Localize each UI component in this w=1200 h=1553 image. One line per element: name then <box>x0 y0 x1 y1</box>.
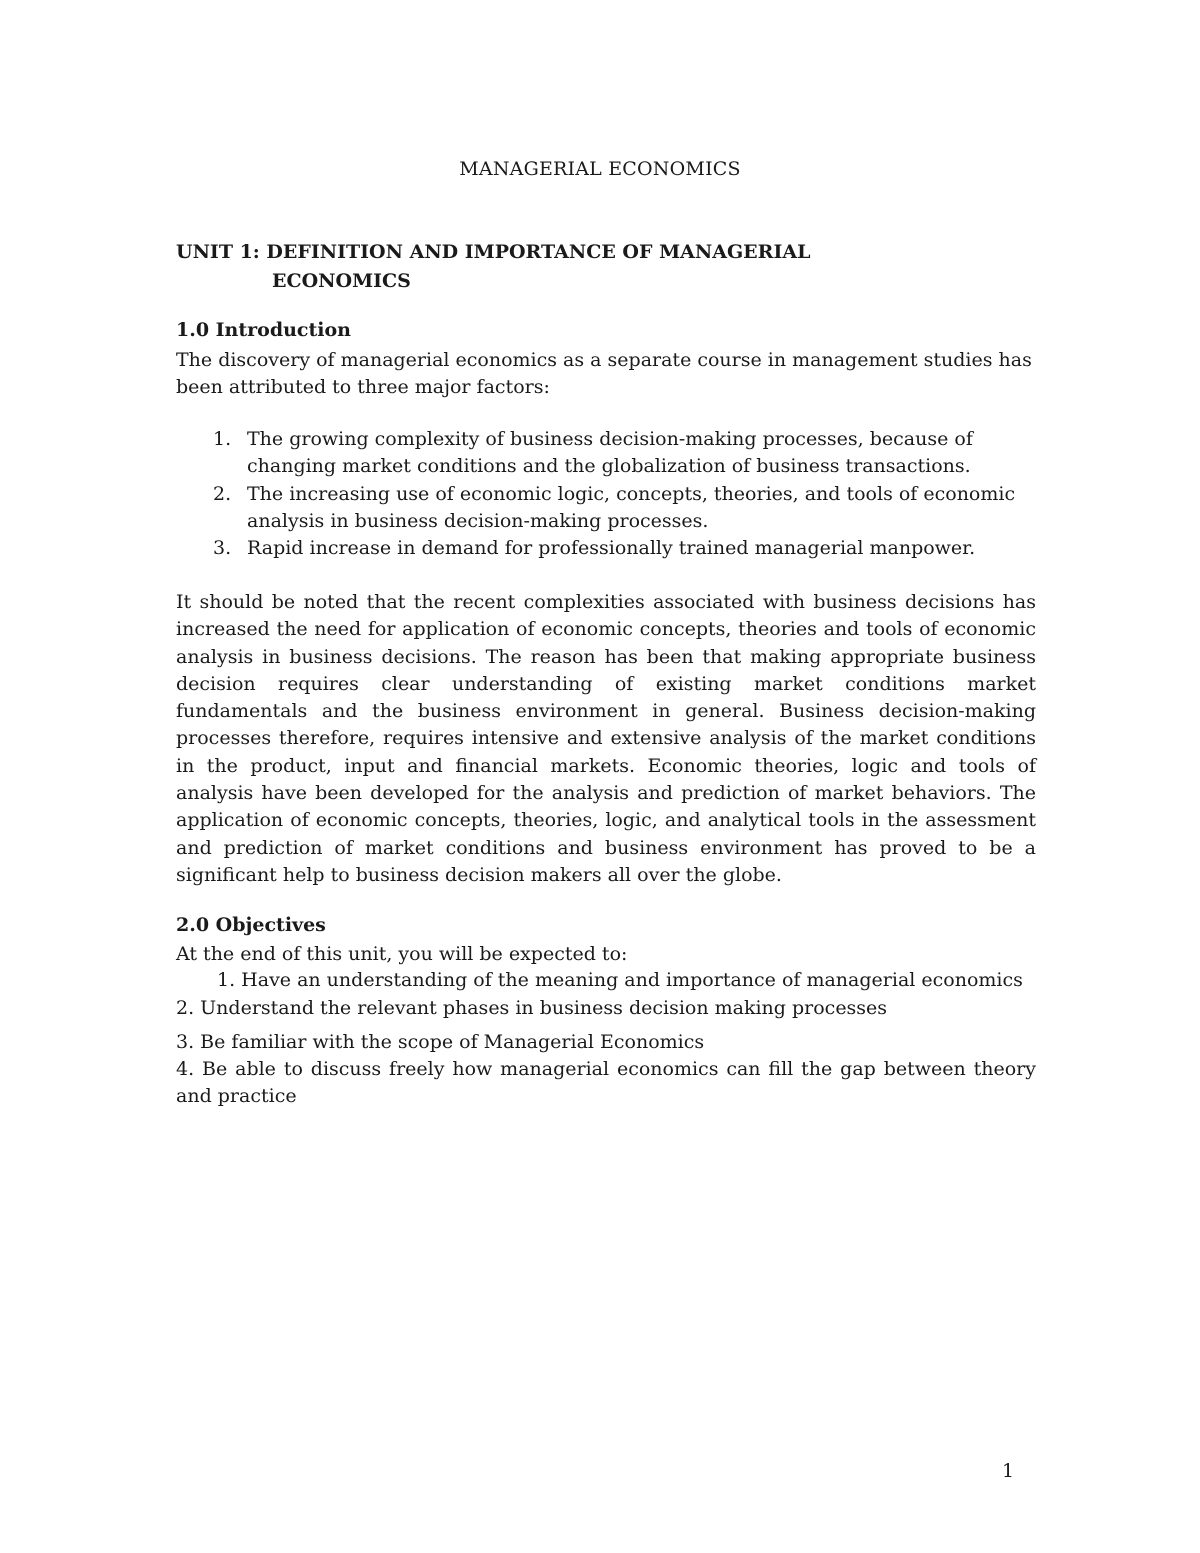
list-item <box>176 426 1036 481</box>
list-item-number: 2. <box>213 482 232 505</box>
introduction-body-paragraph: It should be noted that the recent complexities associated with business decisions has increased the need for application of economic concepts, theories and tools of economic analysis in business decisions. The reason has been that making appropriate business decision requires clear understanding of existing market conditions market fundamentals and the business environment in general. Business decision-making processes therefore, requires intensive and extensive analysis of the market conditions in the product, input and financial markets. Economic theories, logic and tools of analysis have been developed for the analysis and prediction of market behaviors. The application of economic concepts, theories, logic, and analytical tools in the assessment and prediction of market conditions and business environment has proved to be a significant help to business decision makers all over the globe. <box>176 591 1036 886</box>
unit-heading <box>176 238 1036 296</box>
list-item-text: The increasing use of economic logic, concepts, theories, and tools of economic analysis in business decision-making processes. <box>247 482 1016 532</box>
page-number: 1 <box>1002 1460 1015 1482</box>
unit-heading-line2: ECONOMICS <box>272 270 411 292</box>
objective-item: 3. Be familiar with the scope of Managerial Economics <box>176 1031 705 1053</box>
list-item-number: 1. <box>213 428 232 450</box>
list-item <box>176 481 1036 536</box>
objectives-lead: At the end of this unit, you will be expected to: <box>176 943 628 965</box>
unit-heading-line1: UNIT 1: DEFINITION AND IMPORTANCE OF MANAGERIAL <box>176 241 811 263</box>
objective-item: 1. Have an understanding of the meaning and importance of managerial economics <box>217 969 1023 991</box>
list-item-text: The growing complexity of business decision-making processes, because of changing market conditions and the globalization of business transactions. <box>247 428 973 478</box>
factors-list <box>176 426 1036 562</box>
list-item-number: 3. <box>213 537 232 560</box>
introduction-lead-paragraph: The discovery of managerial economics as a separate course in management studies has been attributed to three major factors: <box>176 349 1032 399</box>
objective-item: 4. Be able to discuss freely how managerial economics can fill the gap between theory and practice <box>176 1058 1036 1108</box>
list-item <box>176 535 1036 562</box>
introduction-heading: 1.0 Introduction <box>176 319 351 341</box>
document-title: MANAGERIAL ECONOMICS <box>459 158 741 180</box>
objective-item: 2. Understand the relevant phases in business decision making processes <box>176 997 888 1019</box>
list-item-text: Rapid increase in demand for professionally trained managerial manpower. <box>247 537 976 560</box>
objectives-heading: 2.0 Objectives <box>176 914 326 936</box>
